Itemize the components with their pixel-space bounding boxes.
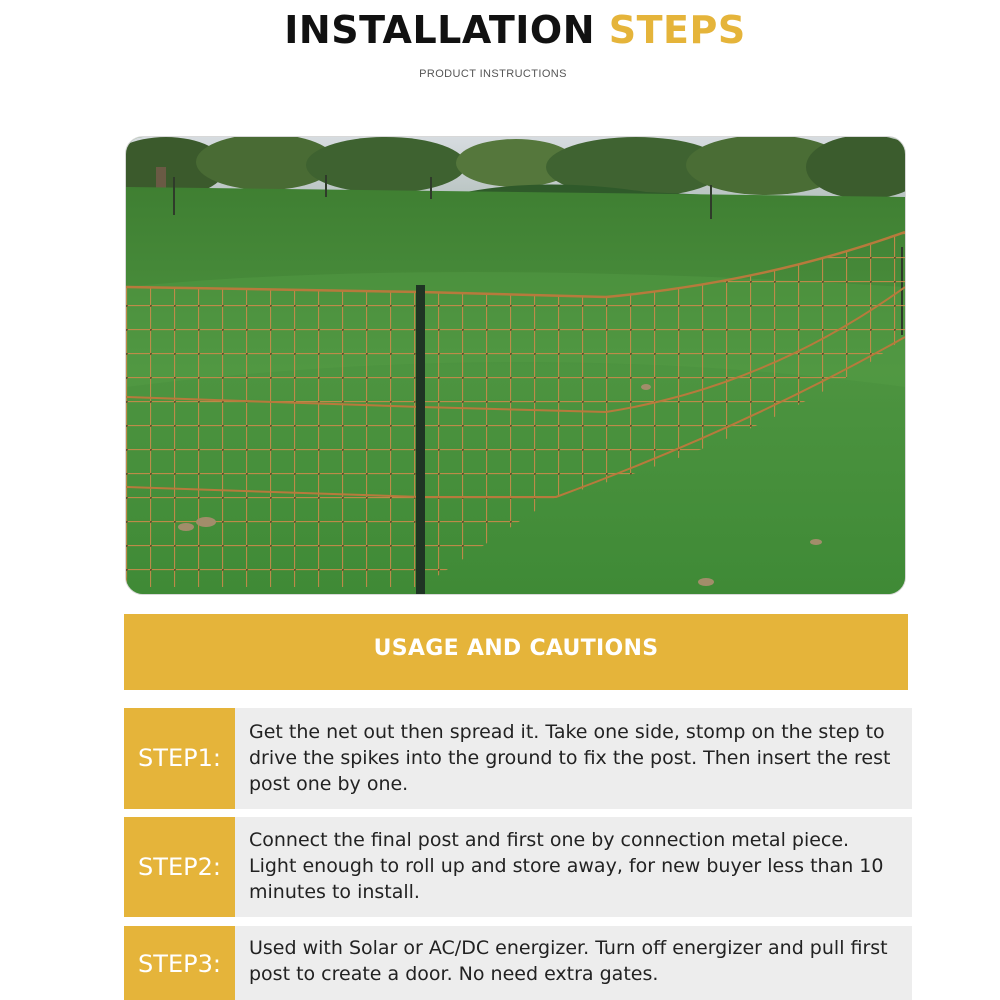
page-header (0, 0, 1000, 100)
step-description: Connect the final post and first one by connection metal piece. Light enough to roll up and store away, for new buyer less than 10 minutes to install. (249, 829, 884, 903)
step-row (124, 926, 912, 1000)
fence-post (416, 285, 425, 594)
step-description: Used with Solar or AC/DC energizer. Turn off energizer and pull first post to create a door. No need extra gates. (249, 937, 888, 985)
step-text-box (235, 817, 912, 917)
page-subtitle: PRODUCT INSTRUCTIONS (419, 68, 567, 80)
step-row (124, 817, 912, 917)
title-accent: STEPS (608, 8, 746, 52)
step-row (124, 708, 912, 809)
product-photo (125, 136, 906, 595)
step-label-box (124, 817, 235, 917)
step-text-box (235, 926, 912, 1000)
step-label: STEP1: (138, 744, 221, 772)
step-label-box (124, 708, 235, 809)
step-description: Get the net out then spread it. Take one side, stomp on the step to drive the spikes into the ground to fix the post. Then insert the rest post one by one. (249, 721, 891, 795)
step-label-box (124, 926, 235, 1000)
banner-title: USAGE AND CAUTIONS (373, 636, 659, 661)
title-main: INSTALLATION (284, 8, 596, 52)
step-label: STEP3: (138, 950, 221, 978)
step-text-box (235, 708, 912, 809)
step-label: STEP2: (138, 853, 221, 881)
page-title (0, 8, 1000, 52)
usage-banner (124, 614, 908, 690)
